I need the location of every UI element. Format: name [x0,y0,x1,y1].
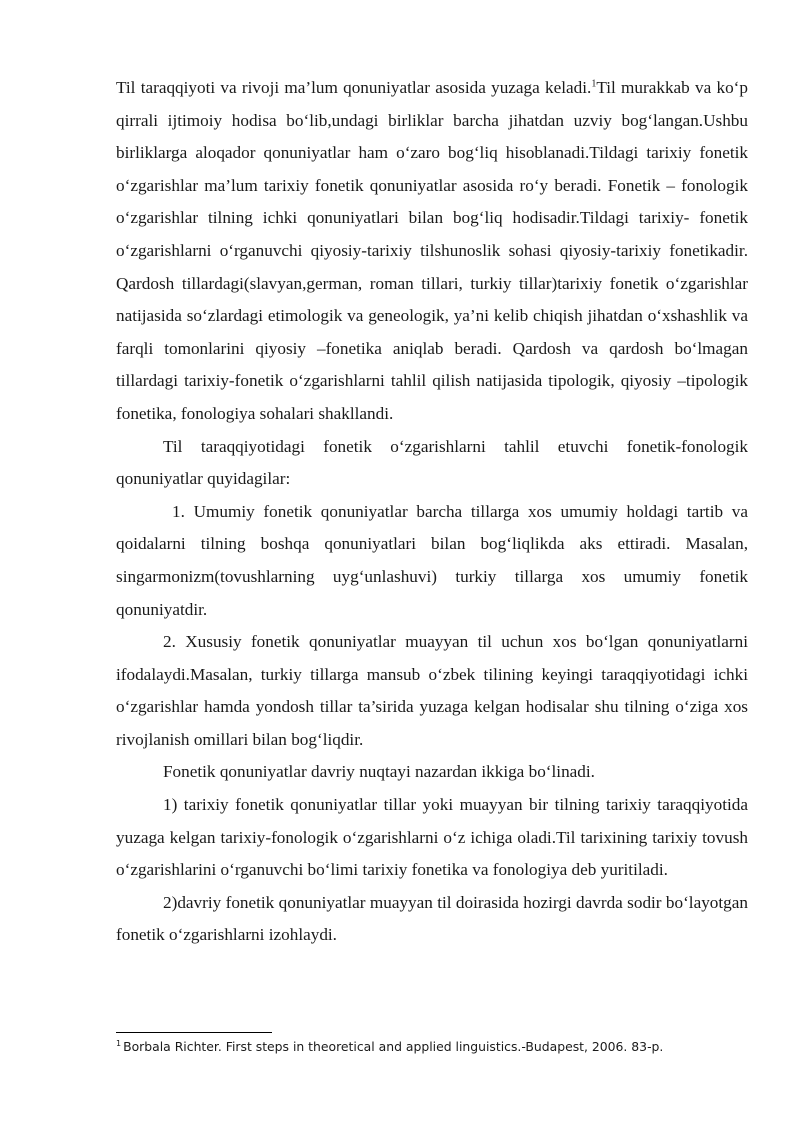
footnote-separator [116,1032,272,1033]
paragraph-6: 1) tarixiy fonetik qonuniyatlar tillar yoki muayyan bir tilning tarixiy taraqqiyotida yuzaga kelgan tarixiy-fonologik o‘zgarishlarni o‘z ichiga oladi.Til tarixining tarixiy tovush o‘zgarishlarini o‘rganuvchi bo‘limi tarixiy fonetika va fonologiya deb yuritiladi. [116,795,748,880]
paragraph-3: 1. Umumiy fonetik qonuniyatlar barcha tillarga xos umumiy holdagi tartib va qoidalarni tilning boshqa qonuniyatlari bilan bog‘liqlikda aks ettiradi. Masalan, singarmonizm(tovushlarning uyg‘unlashuvi) turkiy tillarga xos umumiy fonetik qonuniyatdir. [116,501,748,619]
footnote [116,1038,756,1056]
paragraph-1 [116,72,748,431]
paragraph-1-text-a: Til taraqqiyoti va rivoji ma’lum qonuniyatlar asosida yuzaga keladi. [116,78,592,97]
paragraph-5: Fonetik qonuniyatlar davriy nuqtayi nazardan ikkiga bo‘linadi. [163,762,595,782]
paragraph-4: 2. Xususiy fonetik qonuniyatlar muayyan til uchun xos bo‘lgan qonuniyatlarni ifodalaydi.Masalan, turkiy tillarga mansub o‘zbek tilining keyingi taraqqiyotidagi ichki o‘zgarishlar hamda yondosh tillar ta’sirida yuzaga kelgan hodisalar shu tilning o‘ziga xos rivojlanish omillari bilan bog‘liqdir. [116,632,748,749]
paragraph-2: Til taraqqiyotidagi fonetik o‘zgarishlarni tahlil etuvchi fonetik-fonologik qonuniyatlar quyidagilar: [116,436,748,489]
footnote-reference[interactable]: 1 [591,78,597,90]
paragraph-1-text-b: Til murakkab va ko‘p qirrali ijtimoiy hodisa bo‘lib,undagi birliklar barcha jihatdan uzviy bog‘langan.Ushbu birliklarga aloqador qonuniyatlar ham o‘zaro bog‘liq hisoblanadi.Tildagi tarixiy fonetik o‘zgarishlar ma’lum tarixiy fonetik qonuniyatlar asosida ro‘y beradi. Fonetik – fonologik o‘zgarishlar tilning ichki qonuniyatlari bilan bog‘liq hodisadir.Tildagi tarixiy- fonetik o‘zgarishlarni o‘rganuvchi qiyosiy-tarixiy tilshunoslik sohasi qiyosiy-tarixiy fonetikadir. Qardosh tillardagi(slavyan,german, roman tillari, turkiy tillar)tarixiy fonetik o‘zgarishlar natijasida so‘zlardagi etimologik va geneologik, ya’ni kelib chiqish jihatdan o‘xshashlik va farqli tomonlarini qiyosiy –fonetika aniqlab beradi. Qardosh va qardosh bo‘lmagan tillardagi tarixiy-fonetik o‘zgarishlarni tahlil qilish natijasida tipologik, qiyosiy –tipologik fonetika, fonologiya sohalari shakllandi. [116,78,749,423]
footnote-marker: 1 [116,1038,122,1048]
footnote-text: Borbala Richter. First steps in theoretical and applied linguistics.-Budapest, 2006. 83-p. [123,1039,664,1054]
paragraph-7: 2)davriy fonetik qonuniyatlar muayyan til doirasida hozirgi davrda sodir bo‘layotgan fonetik o‘zgarishlarni izohlaydi. [116,892,748,945]
body-text [116,72,748,952]
